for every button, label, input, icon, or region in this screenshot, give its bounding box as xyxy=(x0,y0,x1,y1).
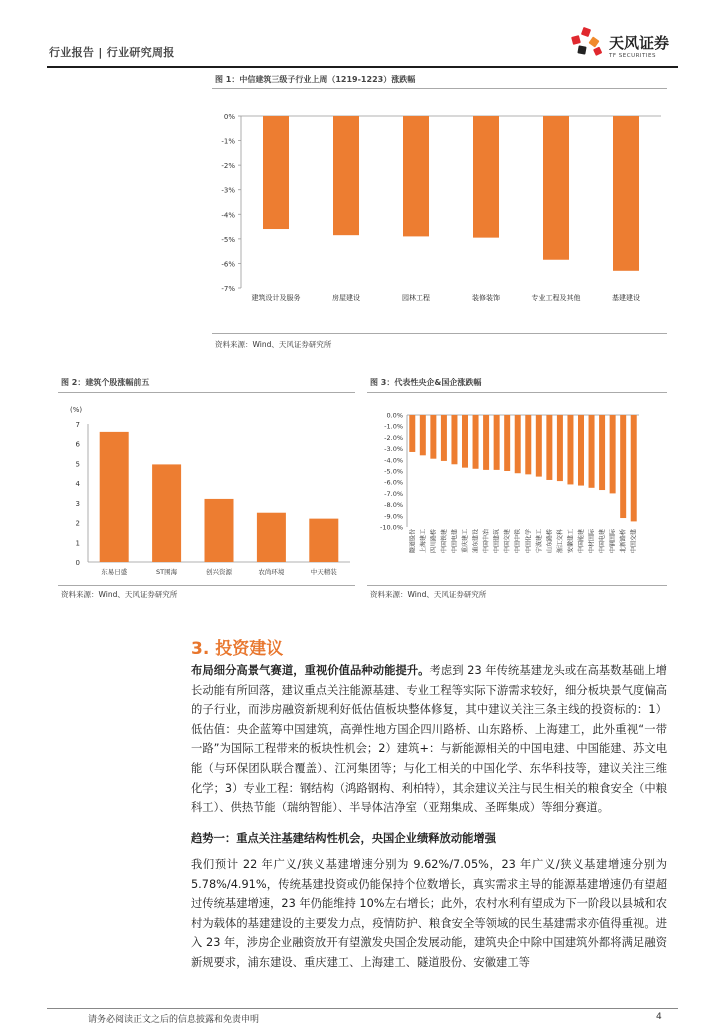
x-tick-label: 东易日盛 xyxy=(101,568,128,576)
y-tick-label: 1 xyxy=(75,539,80,548)
y-tick-label: -2% xyxy=(221,162,235,171)
figure2-source: 资料来源：Wind、天风证券研究所 xyxy=(61,590,178,599)
x-tick-label: 农尚环境 xyxy=(258,568,285,576)
x-tick-label: 山东路桥 xyxy=(546,529,554,554)
logo-text: 天风证券 xyxy=(609,34,670,52)
x-tick-label: 浙江交科 xyxy=(556,529,564,554)
x-tick-label: 重庆建工 xyxy=(462,529,469,554)
section-title: 3. 投资建议 xyxy=(191,639,284,659)
bar xyxy=(578,415,584,486)
report-type: 行业报告 | 行业研究周报 xyxy=(49,46,175,59)
figure3-title: 图 3：代表性央企&国企涨跌幅 xyxy=(370,378,482,387)
figure3-bottom-rule xyxy=(367,585,667,586)
y-tick-label: -5.0% xyxy=(384,467,403,476)
bar xyxy=(420,415,426,455)
x-tick-label: 上海建工 xyxy=(419,529,427,554)
paragraph-1-body: 考虑到 23 年传统基建龙头或在高基数基础上增长动能有所回落，建议重点关注能源基建、专业工程等实际下游需求较好，细分板块景气度偏高的子行业，而涉房融资新规利好低估值板块整体修复，其中建议关注三条主线的投资标的：1）低估值：央企蓝筹中国建筑，高弹性地方国企四川路桥、山东路桥、上海建工，此外重视“一带一路”为国际工程带来的板块性机会；2）建筑+：与新能源相关的中国电建、中国能建、苏文电能（与环保团队联合覆盖）、江河集团等；与化工相关的中国化学、东华科技等，建议关注三维化学；3）专业工程：钢结构（鸿路钢构、利柏特），其余建议关注与民生相关的粮食安全（中粮科工）、供热节能（瑞纳智能）、半导体洁净室（亚翔集成、圣晖集成）等细分赛道。 xyxy=(191,664,668,815)
x-tick-label: 四川路桥 xyxy=(430,529,438,554)
x-tick-label: 中国中铁 xyxy=(514,529,522,554)
x-tick-label: 创兴资源 xyxy=(206,568,232,576)
y-tick-label: 0% xyxy=(223,113,235,121)
bar xyxy=(567,415,573,484)
x-tick-label: 中钢国际 xyxy=(609,529,617,554)
y-tick-label: -3% xyxy=(221,186,235,195)
y-tick-label: 7 xyxy=(75,421,80,429)
bar xyxy=(100,432,129,562)
bar xyxy=(430,415,436,459)
figure1-bottom-rule xyxy=(212,333,667,334)
bar xyxy=(309,519,338,562)
bar xyxy=(451,415,457,464)
paragraph-2-heading: 趋势一：重点关注基建结构性机会，央国企业绩释放动能增强 xyxy=(191,832,497,845)
x-tick-label: 中国电建 xyxy=(451,529,459,554)
bar xyxy=(613,116,639,271)
bar xyxy=(257,513,286,562)
bar xyxy=(473,116,499,238)
page-number: 4 xyxy=(656,1012,662,1022)
bar xyxy=(409,415,415,452)
bar xyxy=(620,415,626,518)
y-tick-label: 4 xyxy=(75,480,80,489)
x-tick-label: 中材国际 xyxy=(588,529,596,554)
bar xyxy=(152,464,181,562)
bar xyxy=(589,415,595,488)
x-tick-label: 中国交建 xyxy=(504,529,512,554)
x-tick-label: 浦东建设 xyxy=(472,529,480,554)
figure1-source: 资料来源：Wind、天风证券研究所 xyxy=(215,340,332,349)
bar xyxy=(462,415,468,468)
y-tick-label: 5 xyxy=(75,460,80,469)
x-tick-label: 中国中冶 xyxy=(483,529,491,554)
bar xyxy=(263,116,289,229)
x-tick-label: 中国交建 xyxy=(630,529,638,554)
bar xyxy=(333,116,359,235)
bar xyxy=(610,415,616,493)
logo-mark-icon xyxy=(568,26,608,60)
y-tick-label: -3.0% xyxy=(384,445,403,454)
x-tick-label: 北新路桥 xyxy=(620,529,628,554)
figure2-top-rule xyxy=(58,392,355,393)
x-tick-label: 园林工程 xyxy=(402,294,430,302)
y-tick-label: -5% xyxy=(221,235,235,244)
bar xyxy=(631,415,637,521)
bar xyxy=(483,415,489,470)
bar xyxy=(205,499,234,562)
x-tick-label: 宁波建工 xyxy=(535,529,543,554)
bar xyxy=(557,415,563,481)
header-rule xyxy=(47,66,678,68)
figure1-title: 图 1：中信建筑三级子行业上周（1219-1223）涨跌幅 xyxy=(215,75,416,84)
paragraph-1 xyxy=(191,661,667,818)
y-tick-label: 6 xyxy=(75,440,80,449)
x-tick-label: 中国能建 xyxy=(578,529,585,554)
y-tick-label: 2 xyxy=(75,519,80,528)
y-tick-label: 0 xyxy=(75,559,80,567)
y-tick-label: -10.0% xyxy=(380,523,403,532)
bar xyxy=(536,415,542,477)
y-tick-label: 3 xyxy=(75,499,80,508)
paragraph-3: 我们预计 22 年广义/狭义基建增速分别为 9.62%/7.05%，23 年广义/狭义基建增速分别为 5.78%/4.91%，传统基建投资或仍能保持个位数增长，真实需求主导的能源基建增速仍有望超过传统基建增速，23 年仍能维持 10%左右增长；此外，农村水利有望成为下一阶段以县城和农村为载体的基建建设的主要发力点，疫情防护、粮食安全等领域的民生基建需求亦值得重视。进入 23 年，涉房企业融资放开有望激发央国企发展动能，建筑央企中除中国建筑外都将满足融资新规要求，浦东建设、重庆建工、上海建工、隧道股份、安徽建工等 xyxy=(191,858,667,969)
figure3-chart xyxy=(367,398,667,583)
figure3-source: 资料来源：Wind、天风证券研究所 xyxy=(370,590,487,599)
bar xyxy=(599,415,605,490)
bar xyxy=(403,116,429,236)
bar xyxy=(441,415,447,461)
y-tick-label: -7% xyxy=(221,285,235,293)
figure1-chart xyxy=(205,100,675,320)
figure2-bottom-rule xyxy=(58,585,355,586)
y-tick-label: -4.0% xyxy=(384,456,403,465)
footer-disclaimer: 请务必阅读正文之后的信息披露和免责申明 xyxy=(88,1015,260,1025)
y-tick-label: -4% xyxy=(221,211,235,220)
x-tick-label: 基建建设 xyxy=(612,294,640,302)
footer-rule xyxy=(47,1008,678,1009)
figure3-top-rule xyxy=(367,392,667,393)
bar xyxy=(546,415,552,480)
figure2-chart xyxy=(58,398,358,583)
bar xyxy=(525,415,531,474)
y-tick-label: -6% xyxy=(221,260,235,269)
figure2-title: 图 2：建筑个股涨幅前五 xyxy=(61,378,150,387)
x-tick-label: 中国电建 xyxy=(599,529,607,554)
x-tick-label: 房屋建设 xyxy=(332,294,360,302)
x-tick-label: 隧道股份 xyxy=(409,529,417,554)
y-tick-label: -1.0% xyxy=(384,422,403,431)
logo-subtitle: TF SECURITIES xyxy=(609,53,656,59)
y-tick-label: -2.0% xyxy=(384,433,403,442)
figure1-top-rule xyxy=(212,88,667,89)
bar xyxy=(494,415,500,470)
bar xyxy=(515,415,521,473)
y-tick-label: -1% xyxy=(221,137,235,146)
x-tick-label: 专业工程及其他 xyxy=(531,294,581,302)
x-tick-label: 中国铁建 xyxy=(440,529,448,554)
x-tick-label: 中国化学 xyxy=(525,529,533,554)
y-unit-label: (%) xyxy=(70,406,83,414)
x-tick-label: ST围海 xyxy=(156,568,178,576)
y-tick-label: -7.0% xyxy=(384,489,403,498)
x-tick-label: 装修装饰 xyxy=(472,294,500,302)
bar xyxy=(504,415,510,471)
x-tick-label: 中国建筑 xyxy=(493,529,501,554)
y-tick-label: -8.0% xyxy=(384,501,403,510)
x-tick-label: 安徽建工 xyxy=(567,529,575,554)
y-tick-label: -6.0% xyxy=(384,478,403,487)
bar xyxy=(543,116,569,260)
x-tick-label: 建筑设计及服务 xyxy=(251,294,301,302)
bar xyxy=(473,415,479,469)
logo xyxy=(568,26,608,60)
x-tick-label: 中天精装 xyxy=(310,568,337,576)
y-tick-label: 0.0% xyxy=(386,411,403,420)
y-tick-label: -9.0% xyxy=(384,512,403,521)
paragraph-1-lead: 布局细分高景气赛道，重视价值品种动能提升。 xyxy=(191,664,430,677)
